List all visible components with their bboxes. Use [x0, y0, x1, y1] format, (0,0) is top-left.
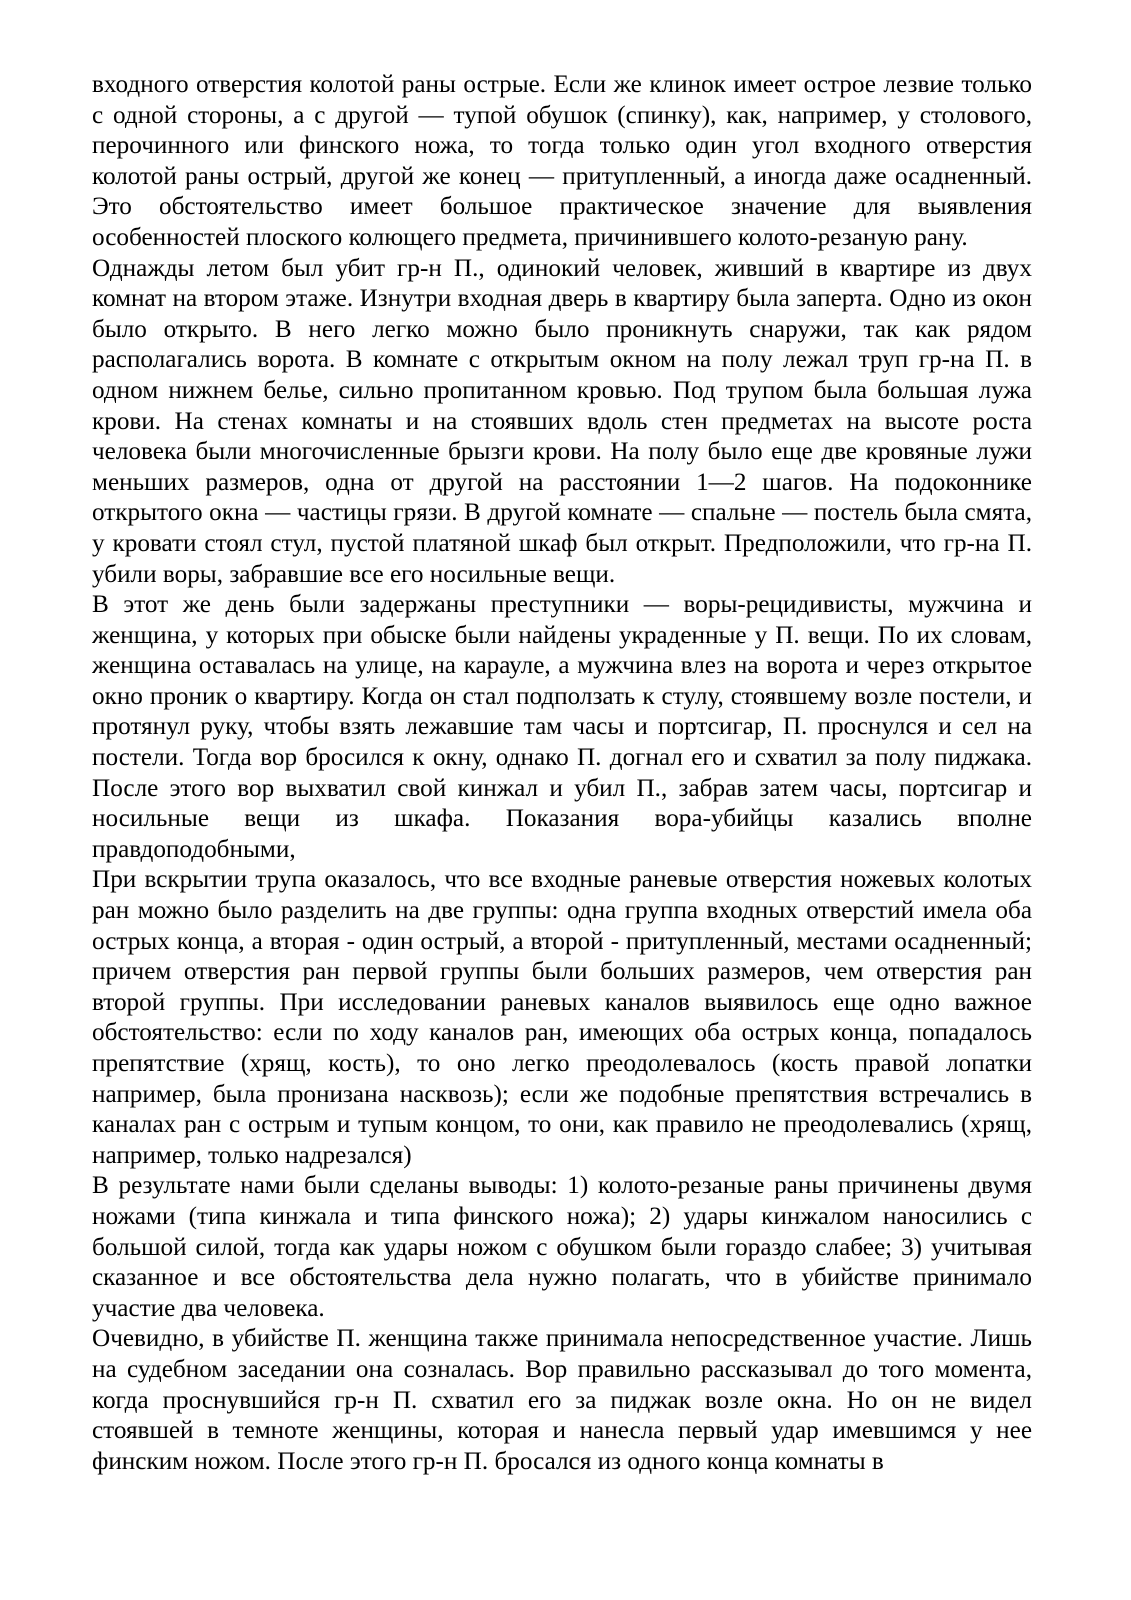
paragraph-4: При вскрытии трупа оказалось, что все входные раневые отверстия ножевых колотых ран можно было разделить на две группы: одна группа входных отверстий имела оба острых конца, а вторая - один острый, а второй - притупленный, местами осадненный; причем отверстия ран первой группы были больших размеров, чем отверстия ран второй группы. При исследовании раневых каналов выявилось еще одно важное обстоятельство: если по ходу каналов ран, имеющих оба острых конца, попадалось препятствие (хрящ, кость), то оно легко преодолевалось (кость правой лопатки например, была пронизана насквозь); если же подобные препятствия встречались в каналах ран с острым и тупым концом, то они, как правило не преодолевались (хрящ, например, только надрезался) — [92, 866, 1032, 1169]
paragraph-3: В этот же день были задержаны преступники — воры-рецидивисты, мужчина и женщина, у которых при обыске были найдены украденные у П. вещи. По их словам, женщина оставалась на улице, на карауле, а мужчина влез на ворота и через открытое окно проник о квартиру. Когда он стал подползать к стулу, стоявшему возле постели, и протянул руку, чтобы взять лежавшие там часы и портсигар, П. проснулся и сел на постели. Тогда вор бросился к окну, однако П. догнал его и схватил за полу пиджака. После этого вор выхватил свой кинжал и убил П., забрав затем часы, портсигар и носильные вещи из шкафа. Показания вора-убийцы казались вполне правдоподобными, — [92, 591, 1032, 863]
paragraph-2: Однажды летом был убит гр-н П., одинокий человек, живший в квартире из двух комнат на втором этаже. Изнутри входная дверь в квартиру была заперта. Одно из окон было открыто. В него легко можно было проникнуть снаружи, так как рядом располагались ворота. В комнате с открытым окном на полу лежал труп гр-на П. в одном нижнем белье, сильно пропитанном кровью. Под трупом была большая лужа крови. На стенах комнаты и на стоявших вдоль стен предметах на высоте роста человека были многочисленные брызги крови. На полу было еще две кровяные лужи меньших размеров, одна от другой на расстоянии 1—2 шагов. На подоконнике открытого окна — частицы грязи. В другой комнате — спальне — постель была смята, у кровати стоял стул, пустой платяной шкаф был открыт. Предположили, что гр-на П. убили воры, забравшие все его носильные вещи. — [92, 254, 1032, 588]
paragraph-6: Очевидно, в убийстве П. женщина также принимала непосредственное участие. Лишь на судебном заседании она созналась. Вор правильно рассказывал до того момента, когда проснувшийся гр-н П. схватил его за пиджак возле окна. Но он не видел стоявшей в темноте женщины, которая и нанесла первый удар имевшимся у нее финским ножом. После этого гр-н П. бросался из одного конца комнаты в — [92, 1325, 1032, 1475]
paragraph-1: входного отверстия колотой раны острые. Если же клинок имеет острое лезвие только с одной стороны, а с другой — тупой обушок (спинку), как, например, у столового, перочинного или финского ножа, то тогда только один угол входного отверстия колотой раны острый, другой же конец — притупленный, а иногда даже осадненный. Это обстоятельство имеет большое практическое значение для выявления особенностей плоского колющего предмета, причинившего колото-резаную рану. — [92, 71, 1032, 251]
paragraph-5: В результате нами были сделаны выводы: 1) колото-резаные раны причинены двумя ножами (типа кинжала и типа финского ножа); 2) удары кинжалом наносились с большой силой, тогда как удары ножом с обушком были гораздо слабее; 3) учитывая сказанное и все обстоятельства дела нужно полагать, что в убийстве принимало участие два человека. — [92, 1172, 1032, 1322]
document-page — [92, 70, 1032, 1477]
